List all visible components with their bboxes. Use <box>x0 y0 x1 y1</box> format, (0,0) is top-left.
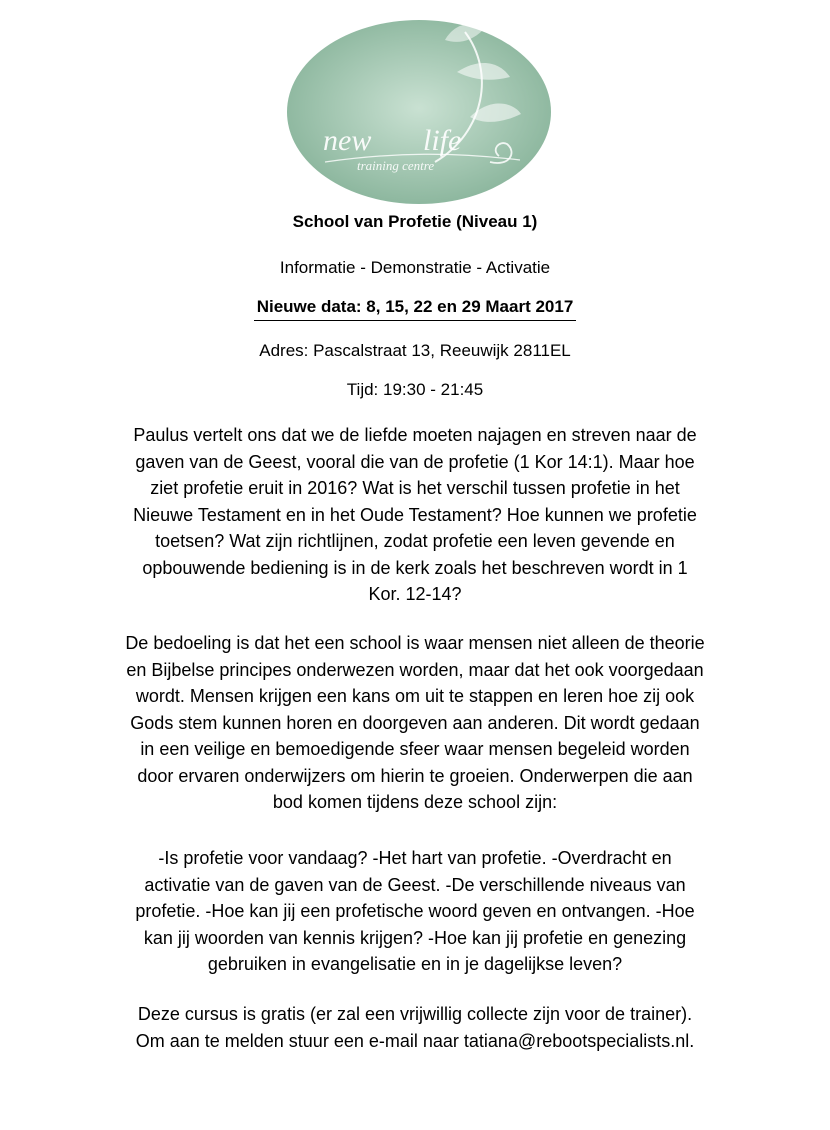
address-line: Adres: Pascalstraat 13, Reeuwijk 2811EL <box>259 341 571 360</box>
dates-text: Nieuwe data: 8, 15, 22 en 29 Maart 2017 <box>254 297 577 321</box>
paragraph-line: gebruiken in evangelisatie en in je dagelijkse leven? <box>207 954 623 974</box>
time-line: Tijd: 19:30 - 21:45 <box>346 380 484 399</box>
paragraph-line: -Is profetie voor vandaag? -Het hart van profetie. -Overdracht en <box>158 848 672 868</box>
logo-graphic <box>285 12 553 212</box>
logo-word-life: life <box>423 124 462 157</box>
paragraph-line: Om aan te melden stuur een e-mail naar tatiana@rebootspecialists.nl. <box>135 1030 695 1051</box>
paragraph-line: ziet profetie eruit in 2016? Wat is het verschil tussen profetie in het <box>150 478 680 498</box>
page-title: School van Profetie (Niveau 1) <box>292 212 538 231</box>
signup-paragraph <box>70 1001 760 1054</box>
paragraph-line: De bedoeling is dat het een school is waar mensen niet alleen de theorie <box>125 633 705 653</box>
paragraph-line: Deze cursus is gratis (er zal een vrijwillig collecte zijn voor de trainer). <box>137 1004 693 1024</box>
paragraph-line: toetsen? Wat zijn richtlijnen, zodat profetie een leven gevende en <box>155 531 675 551</box>
paragraph-line: Nieuwe Testament en in het Oude Testament? Hoe kunnen we profetie <box>133 504 697 525</box>
paragraph-line: gaven van de Geest, vooral die van de profetie (1 Kor 14:1). Maar hoe <box>135 451 695 472</box>
paragraph-line: Paulus vertelt ons dat we de liefde moeten najagen en streven naar de <box>133 425 697 445</box>
page-subtitle: Informatie - Demonstratie - Activatie <box>279 258 551 277</box>
paragraph-line: profetie. -Hoe kan jij een profetische woord geven en ontvangen. -Hoe <box>135 901 695 921</box>
logo-tagline: training centre <box>357 158 435 173</box>
paragraph-line: en Bijbelse principes onderwezen worden, maar dat het ook voorgedaan <box>126 659 704 680</box>
paragraph-line: opbouwende bediening is in de kerk zoals het beschreven wordt in 1 <box>142 557 688 578</box>
logo-word-new: new <box>323 124 372 157</box>
paragraph-line: kan jij woorden van kennis krijgen? -Hoe kan jij profetie en genezing <box>143 927 687 948</box>
paragraph-line: bod komen tijdens deze school zijn: <box>272 792 558 812</box>
paragraph-line: in een veilige en bemoedigende sfeer waar mensen begeleid worden <box>140 739 690 759</box>
paragraph-line: activatie van de gaven van de Geest. -De verschillende niveaus van <box>144 874 686 895</box>
purpose-paragraph <box>70 630 760 816</box>
topics-paragraph <box>70 845 760 978</box>
intro-paragraph <box>70 422 760 608</box>
paragraph-line: Kor. 12-14? <box>368 584 462 604</box>
dates-line <box>0 297 830 321</box>
paragraph-line: wordt. Mensen krijgen een kans om uit te stappen en leren hoe zij ook <box>135 686 695 706</box>
new-life-logo <box>285 12 553 212</box>
paragraph-line: Gods stem kunnen horen en doorgeven aan anderen. Dit wordt gedaan <box>130 712 700 733</box>
paragraph-line: door ervaren onderwijzers om hierin te groeien. Onderwerpen die aan <box>137 765 693 786</box>
